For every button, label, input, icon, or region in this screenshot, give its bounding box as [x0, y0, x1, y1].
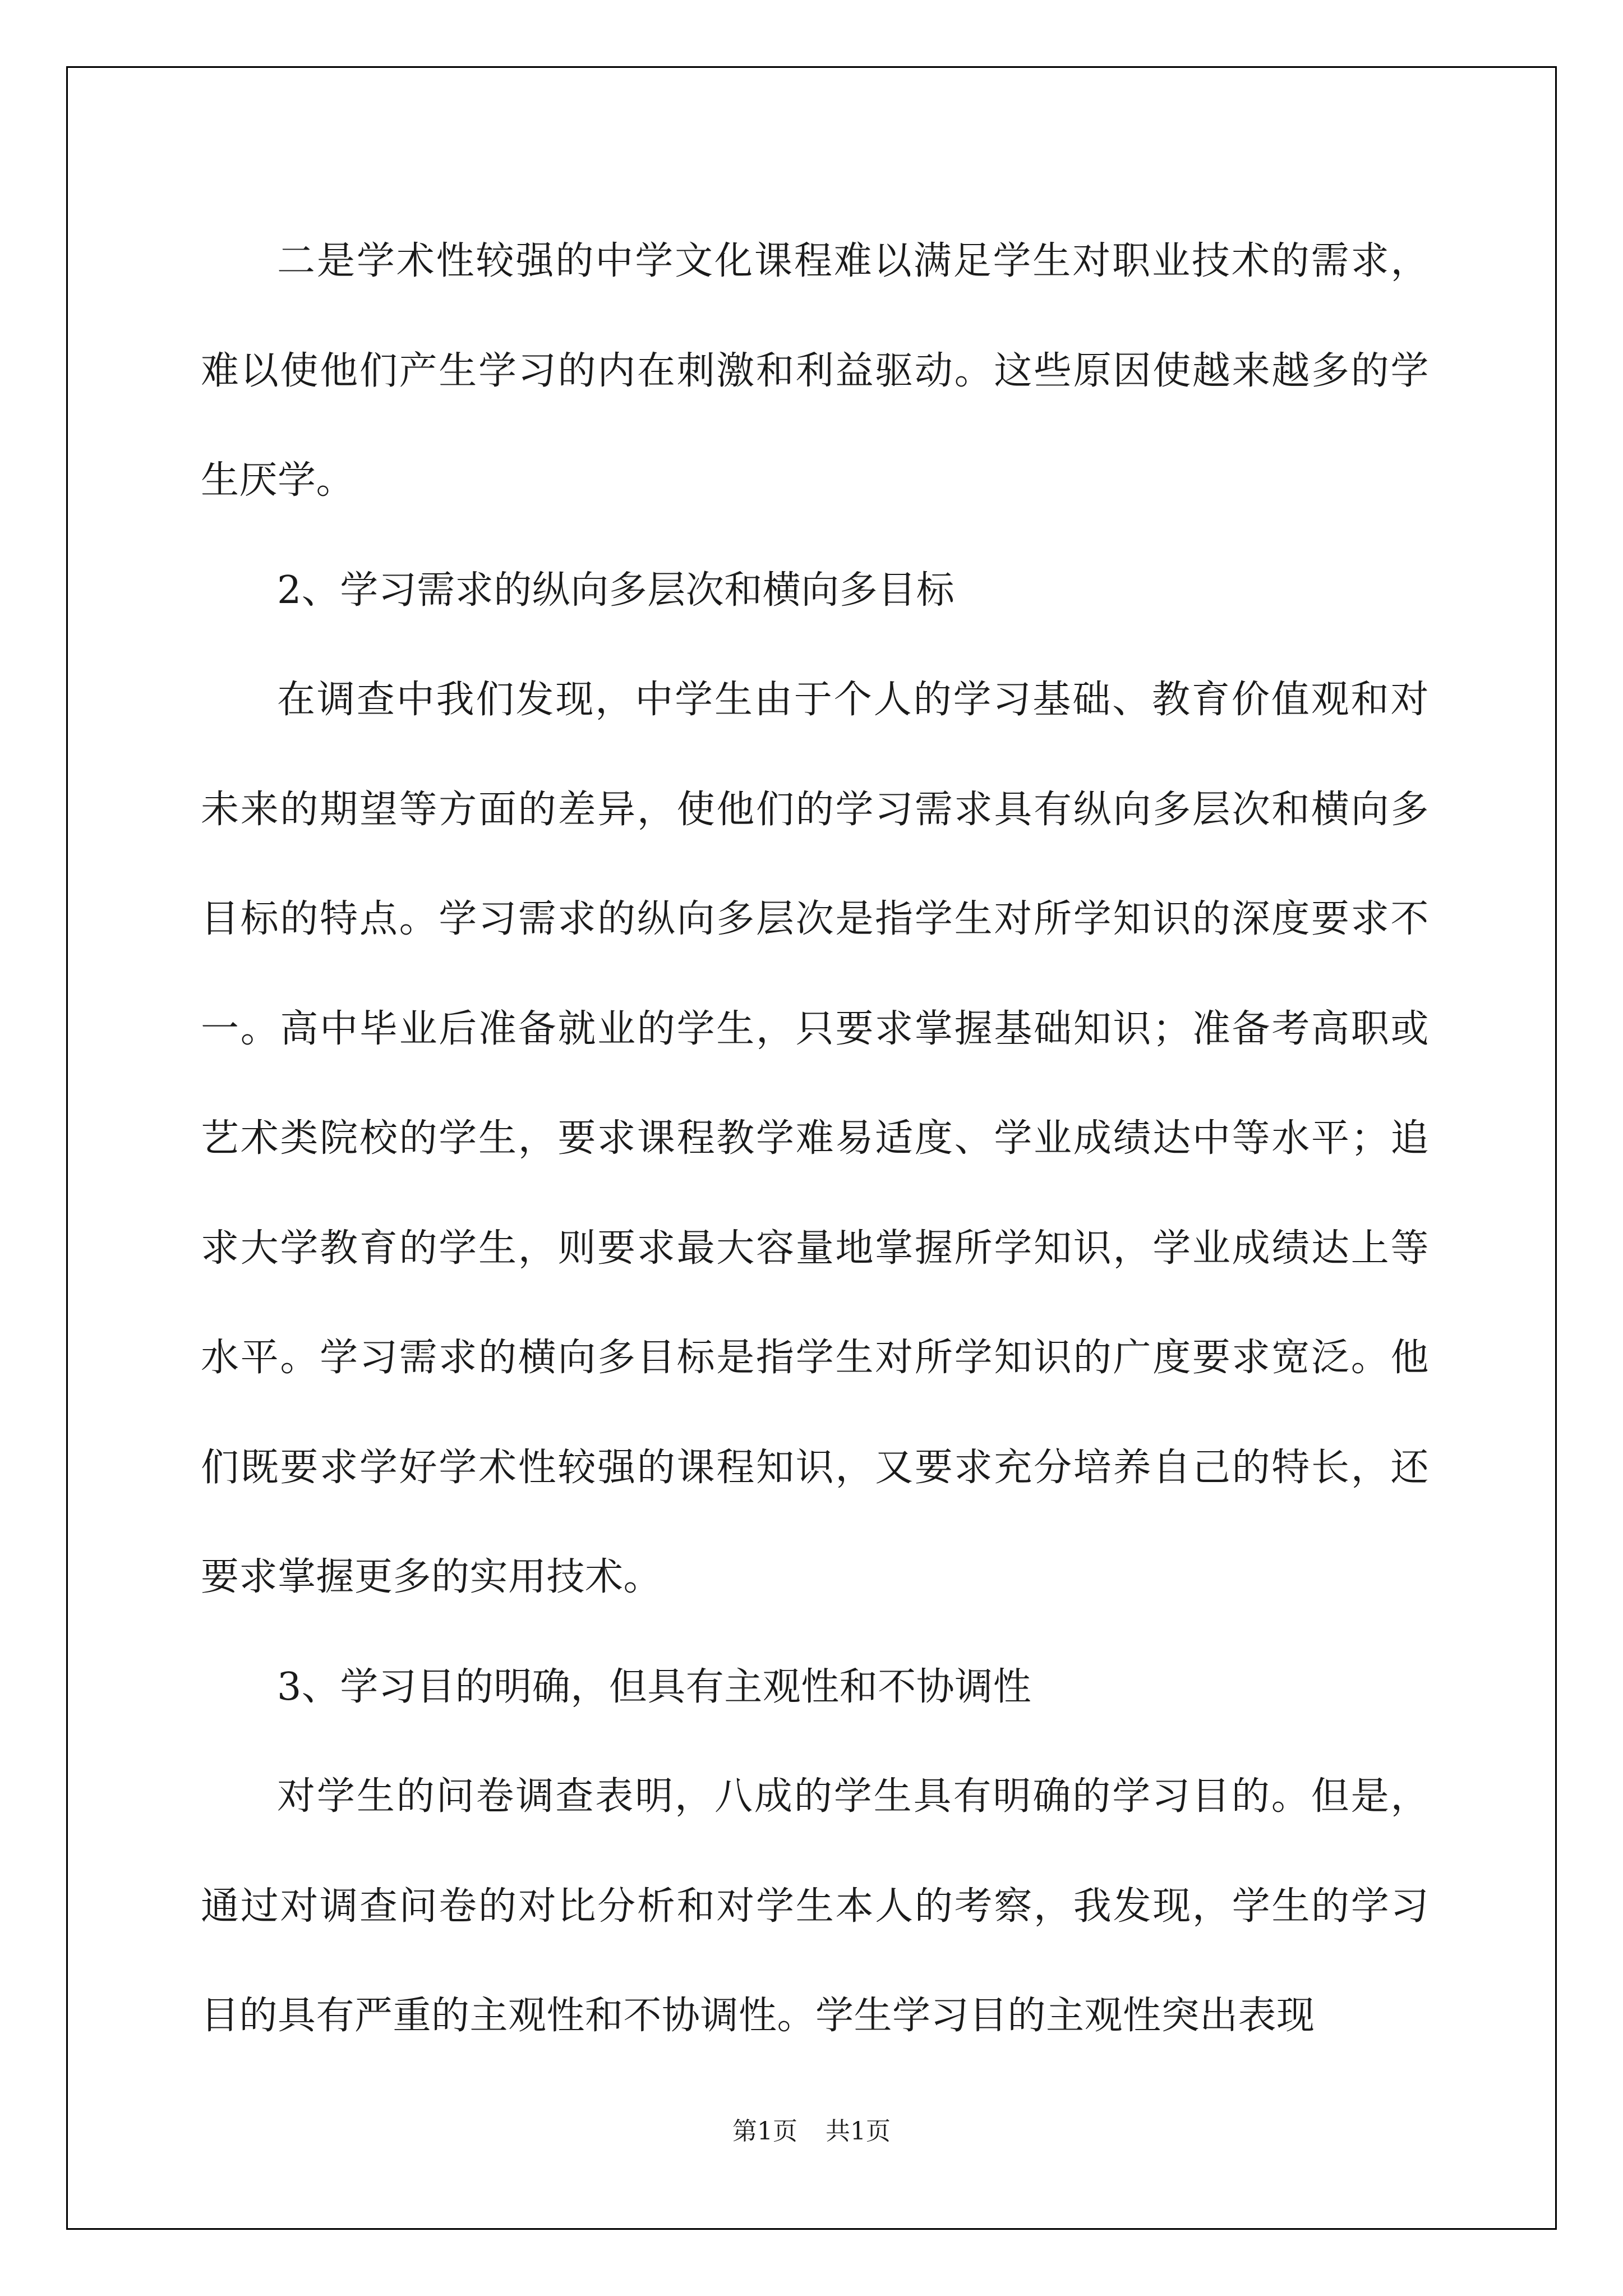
document-body [201, 206, 1429, 2071]
heading-learning-needs: 2、学习需求的纵向多层次和横向多目标 [277, 568, 955, 613]
page-number: 第1页 [732, 2117, 797, 2146]
paragraph-2: 在调查中我们发现，中学生由于个人的学习基础、教育价值观和对未来的期望等方面的差异，使他们的学习需求具有纵向多层次和横向多目标的特点。学习需求的纵向多层次是指学生对所学知识的深度要求不一。高中毕业后准备就业的学生，只要求掌握基础知识；准备考高职或艺术类院校的学生，要求课程教学难易适度、学业成绩达中等水平；追求大学教育的学生，则要求最大容量地掌握所学知识，学业成绩达上等水平。学习需求的横向多目标是指学生对所学知识的广度要求宽泛。他们既要求学好学术性较强的课程知识，又要求充分培养自己的特长，还要求掌握更多的实用技术。 [201, 678, 1429, 1599]
heading-learning-goals: 3、学习目的明确，但具有主观性和不协调性 [277, 1664, 1032, 1709]
paragraph-3: 对学生的问卷调查表明，八成的学生具有明确的学习目的。但是，通过对调查问卷的对比分析和对学生本人的考察，我发现，学生的学习目的具有严重的主观性和不协调性。学生学习目的主观性突出表现 [201, 1774, 1429, 2038]
paragraph-1: 二是学术性较强的中学文化课程难以满足学生对职业技术的需求，难以使他们产生学习的内在刺激和利益驱动。这些原因使越来越多的学生厌学。 [201, 239, 1429, 503]
page-total: 共1页 [826, 2117, 891, 2146]
page-footer [0, 2115, 1623, 2148]
